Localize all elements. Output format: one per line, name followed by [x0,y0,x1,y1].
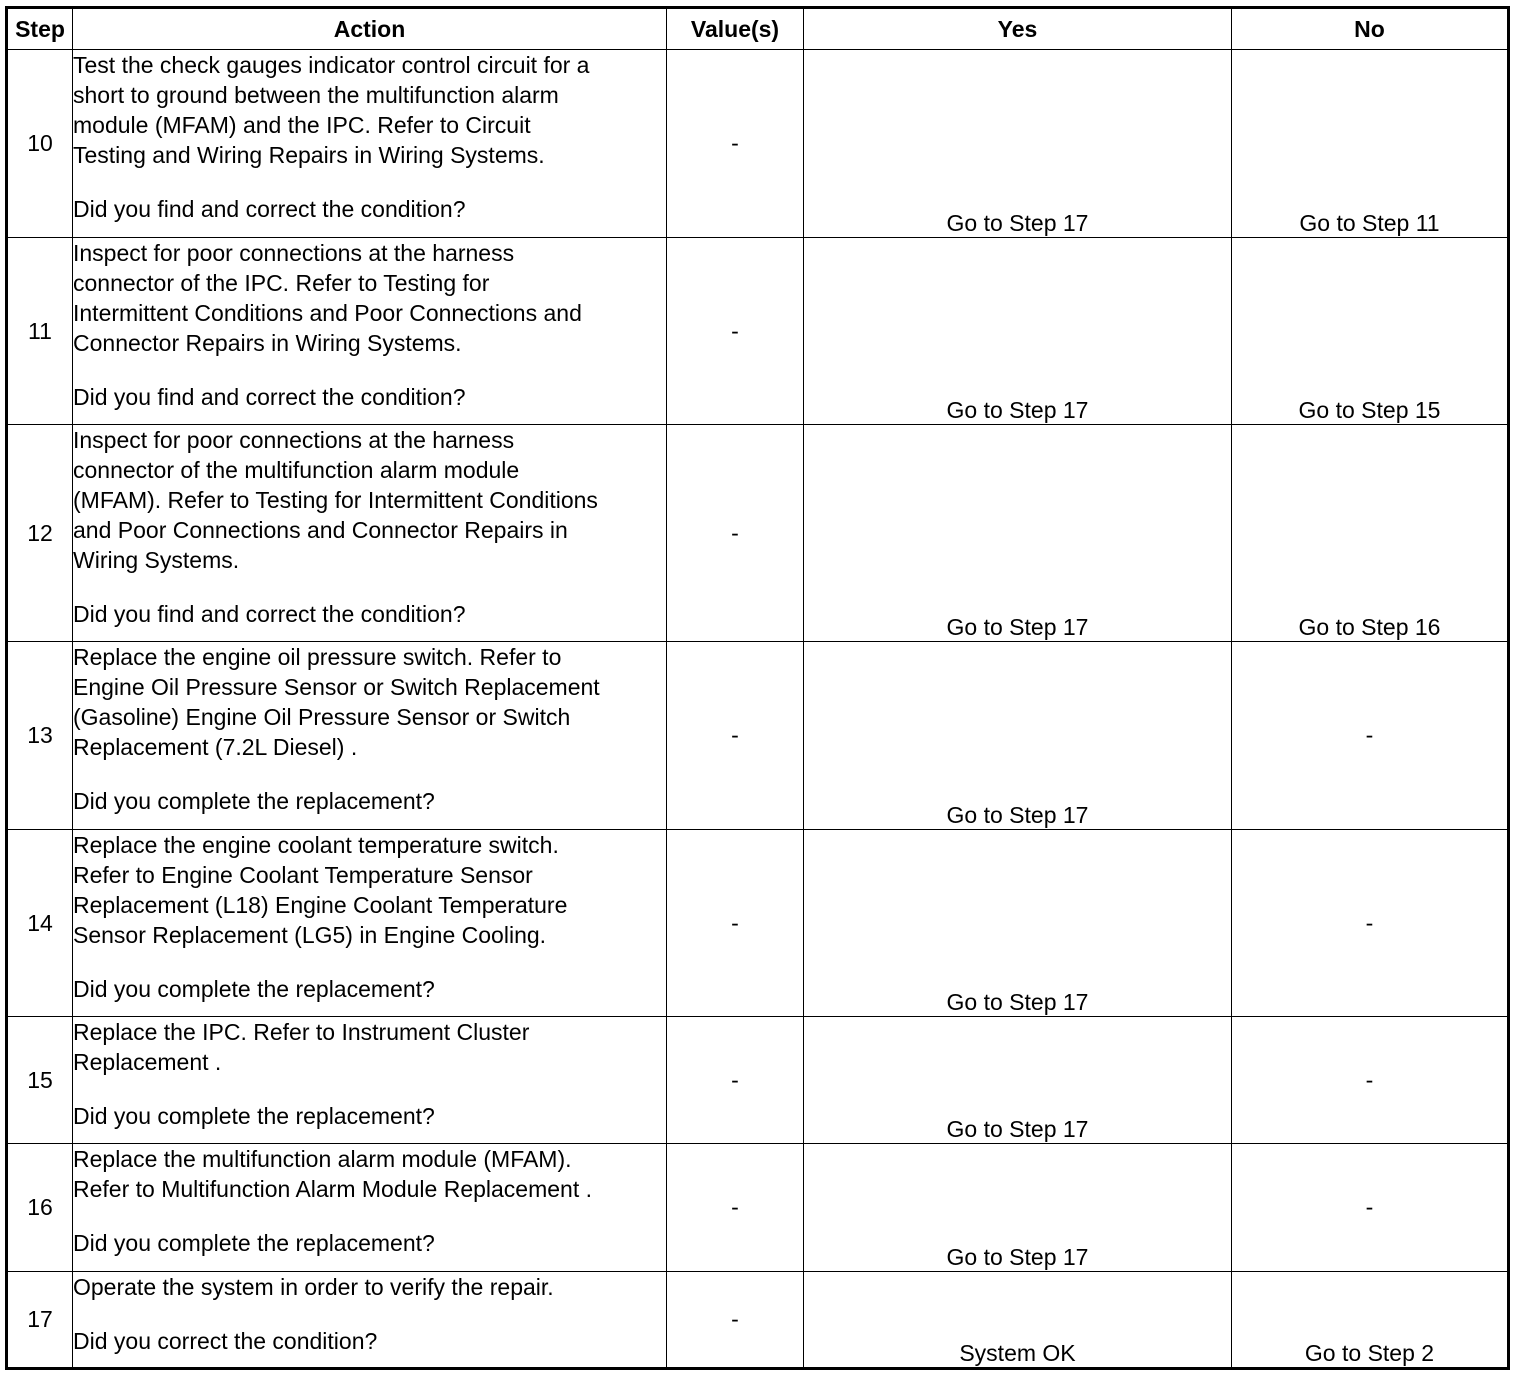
yes-cell: Go to Step 17 [804,1017,1232,1144]
step-number: 15 [7,1017,73,1144]
table-row [7,1017,1509,1144]
table-row [7,238,1509,425]
value-cell: - [667,50,804,238]
no-cell: Go to Step 15 [1232,238,1509,425]
no-cell: - [1232,830,1509,1017]
action-text: Test the check gauges indicator control circuit for a short to ground between the multifunction alarm module (MFAM) and the IPC. Refer to Circuit Testing and Wiring Repairs in Wiring Systems. [73,52,590,168]
value-cell: - [667,425,804,642]
header-step: Step [7,8,73,50]
yes-cell: Go to Step 17 [804,1144,1232,1272]
diagnostic-table [5,6,1510,1370]
action-cell [73,642,667,830]
yes-cell: Go to Step 17 [804,425,1232,642]
step-number: 14 [7,830,73,1017]
value-cell: - [667,1144,804,1272]
action-question: Did you complete the replacement? [73,788,435,814]
header-yes: Yes [804,8,1232,50]
step-number: 11 [7,238,73,425]
step-number: 13 [7,642,73,830]
table-row [7,50,1509,238]
action-question: Did you correct the condition? [73,1328,378,1354]
action-question: Did you find and correct the condition? [73,601,466,627]
action-cell [73,238,667,425]
no-cell: Go to Step 11 [1232,50,1509,238]
action-question: Did you complete the replacement? [73,1230,435,1256]
value-cell: - [667,642,804,830]
action-text: Inspect for poor connections at the harness connector of the multifunction alarm module (MFAM). Refer to Testing for Intermittent Conditions and Poor Connections and Connector Repairs in Wiring Systems. [73,427,598,573]
value-cell: - [667,1272,804,1369]
action-cell [73,50,667,238]
action-cell [73,1272,667,1369]
action-text: Replace the IPC. Refer to Instrument Cluster Replacement . [73,1019,530,1075]
value-cell: - [667,238,804,425]
table-row [7,1272,1509,1369]
action-text: Replace the engine coolant temperature switch. Refer to Engine Coolant Temperature Sensor Replacement (L18) Engine Coolant Temperature Sensor Replacement (LG5) in Engine Cooling. [73,832,568,948]
action-cell [73,1144,667,1272]
header-action: Action [73,8,667,50]
table-row [7,830,1509,1017]
value-cell: - [667,1017,804,1144]
no-cell: - [1232,1017,1509,1144]
action-question: Did you complete the replacement? [73,976,435,1002]
action-question: Did you find and correct the condition? [73,384,466,410]
step-number: 12 [7,425,73,642]
table-header-row [7,8,1509,50]
no-cell: Go to Step 16 [1232,425,1509,642]
table-row [7,642,1509,830]
no-cell: - [1232,1144,1509,1272]
yes-cell: Go to Step 17 [804,238,1232,425]
action-cell [73,425,667,642]
step-number: 10 [7,50,73,238]
value-cell: - [667,830,804,1017]
yes-cell: Go to Step 17 [804,642,1232,830]
no-cell: - [1232,642,1509,830]
yes-cell: Go to Step 17 [804,50,1232,238]
action-question: Did you complete the replacement? [73,1103,435,1129]
action-cell [73,830,667,1017]
yes-cell: System OK [804,1272,1232,1369]
action-text: Inspect for poor connections at the harness connector of the IPC. Refer to Testing for Intermittent Conditions and Poor Connections and Connector Repairs in Wiring Systems. [73,240,582,356]
header-no: No [1232,8,1509,50]
action-question: Did you find and correct the condition? [73,196,466,222]
action-text: Replace the multifunction alarm module (MFAM). Refer to Multifunction Alarm Module Replacement . [73,1146,593,1202]
action-text: Operate the system in order to verify the repair. [73,1274,554,1300]
diagnostic-table-container [5,6,1510,1370]
step-number: 16 [7,1144,73,1272]
table-row [7,425,1509,642]
table-row [7,1144,1509,1272]
header-values: Value(s) [667,8,804,50]
action-cell [73,1017,667,1144]
no-cell: Go to Step 2 [1232,1272,1509,1369]
action-text: Replace the engine oil pressure switch. Refer to Engine Oil Pressure Sensor or Switch Replacement (Gasoline) Engine Oil Pressure Sensor or Switch Replacement (7.2L Diesel) . [73,644,600,760]
yes-cell: Go to Step 17 [804,830,1232,1017]
step-number: 17 [7,1272,73,1369]
